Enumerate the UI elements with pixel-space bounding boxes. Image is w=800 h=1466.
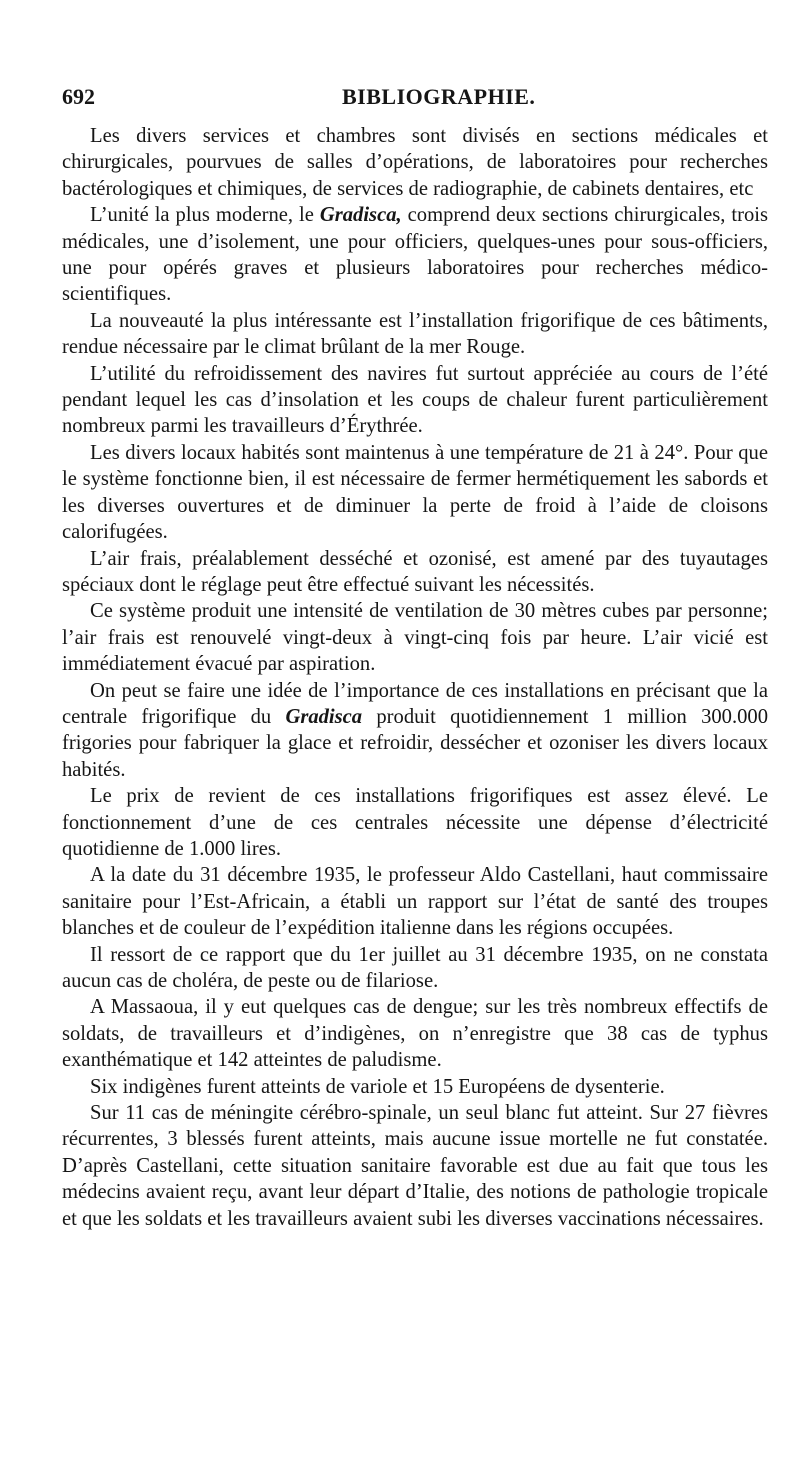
- text-run: comprend deux sections chirurgicales, trois médicales, une d’isolement, une pour officiers, quelques-unes pour sous-officiers, une pour opérés graves et plusieurs laboratoires pour recherches médico-scientifiques.: [62, 204, 769, 306]
- paragraph: [62, 1100, 768, 1232]
- text-run: L’utilité du refroidissement des navires fut surtout appréciée au cours de l’été pendant lequel les cas d’insolation et les coups de chaleur furent particulièrement nombreux parmi les travailleurs d’Érythrée.: [62, 362, 768, 438]
- text-run: Sur 11 cas de méningite cérébro-spinale, un seul blanc fut atteint. Sur 27 fièvres récurrentes, 3 blessés furent atteints, mais aucune issue mortelle ne fut constatée. D’après Castellani, cette situation sanitaire favorable est due au fait que tous les médecins avaient reçu, avant leur départ d’Italie, des notions de pathologie tropicale et que les soldats et les travailleurs avaient subi les diverses vaccinations nécessaires.: [62, 1102, 768, 1230]
- text-run: A Massaoua, il y eut quelques cas de dengue; sur les très nombreux effectifs de soldats, de travailleurs et d’indigènes, on n’enregistre que 38 cas de typhus exanthématique et 142 atteintes de paludisme.: [62, 996, 768, 1072]
- text-run: On peut se faire une idée de l’importance de ces installations en précisant que la centrale frigorifique du: [62, 679, 768, 728]
- paragraph: [62, 994, 768, 1073]
- paragraph: [62, 123, 768, 202]
- paragraph: [62, 598, 768, 677]
- paragraph: [62, 942, 768, 995]
- text-run: L’unité la plus moderne, le: [90, 204, 320, 227]
- italic-text: Gradisca,: [319, 204, 402, 227]
- paragraph: [62, 783, 768, 862]
- paragraph: [62, 308, 768, 361]
- text-run: Six indigènes furent atteints de variole et 15 Européens de dysenterie.: [90, 1075, 665, 1098]
- text-run: Ce système produit une intensité de ventilation de 30 mètres cubes par personne; l’air frais est renouvelé vingt-deux à vingt-cinq fois par heure. L’air vicié est immédiatement évacué par aspiration.: [62, 600, 768, 676]
- text-run: Les divers locaux habités sont maintenus à une température de 21 à 24°. Pour que le système fonctionne bien, il est nécessaire de fermer hermétiquement les sabords et les diverses ouvertures et de diminuer la perte de froid à l’aide de cloisons calorifugées.: [62, 441, 768, 544]
- page-number: 692: [62, 84, 95, 109]
- text-run: L’air frais, préalablement desséché et ozonisé, est amené par des tuyautages spéciaux dont le réglage peut être effectué suivant les nécessités.: [62, 547, 768, 596]
- page-header: [62, 82, 764, 116]
- running-title: BIBLIOGRAPHIE.: [342, 84, 536, 109]
- paragraph: [62, 1074, 768, 1100]
- paragraph: [62, 546, 768, 599]
- body-text: [62, 123, 768, 1232]
- paragraph: [62, 862, 768, 941]
- italic-text: Gradisca: [285, 705, 363, 728]
- text-run: Il ressort de ce rapport que du 1er juillet au 31 décembre 1935, on ne constata aucun cas de choléra, de peste ou de filariose.: [62, 943, 768, 992]
- paragraph: [62, 440, 768, 546]
- text-run: Le prix de revient de ces installations frigorifiques est assez élevé. Le fonctionnement d’une de ces centrales nécessite une dépense d’électricité quotidienne de 1.000 lires.: [62, 785, 768, 860]
- text-run: Les divers services et chambres sont divisés en sections médicales et chirurgicales, pourvues de salles d’opérations, de laboratoires pour recherches bactérologiques et chimiques, de services de radiographie, de cabinets dentaires, etc: [62, 125, 768, 200]
- paragraph: [62, 361, 768, 440]
- paragraph: [62, 202, 768, 308]
- text-run: A la date du 31 décembre 1935, le professeur Aldo Castellani, haut commissaire sanitaire pour l’Est-Africain, a établi un rapport sur l’état de santé des troupes blanches et de couleur de l’expédition italienne dans les régions occupées.: [62, 864, 768, 940]
- text-run: La nouveauté la plus intéressante est l’installation frigorifique de ces bâtiments, rendue nécessaire par le climat brûlant de la mer Rouge.: [62, 309, 768, 359]
- paragraph: [62, 678, 768, 784]
- text-run: produit quotidiennement 1 million 300.000 frigories pour fabriquer la glace et refroidir, dessécher et ozoniser les divers locaux habités.: [62, 705, 768, 781]
